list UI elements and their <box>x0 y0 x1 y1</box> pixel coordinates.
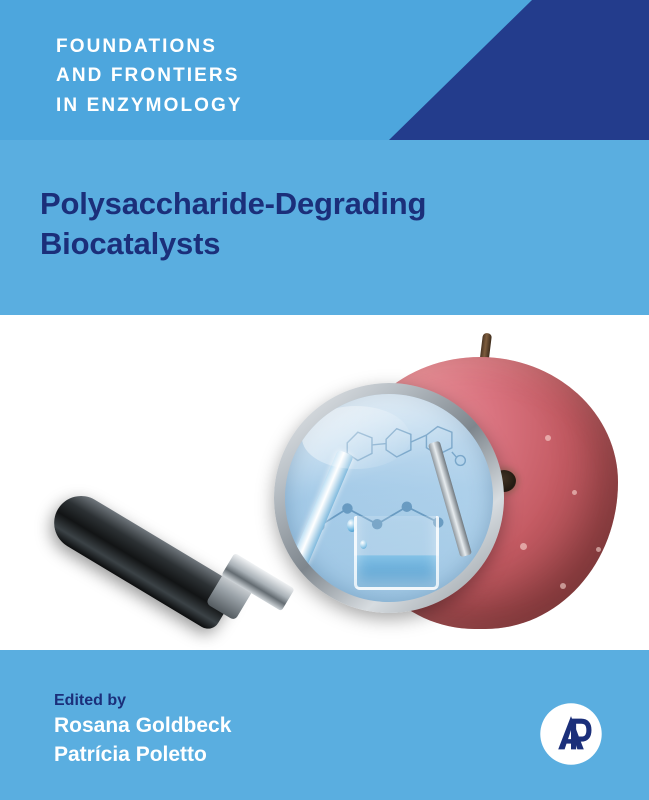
beaker-icon <box>354 516 439 590</box>
series-title-line-2: AND FRONTIERS <box>56 65 240 87</box>
apple-speck <box>572 490 577 495</box>
series-band <box>0 0 649 140</box>
apple-speck <box>560 583 566 589</box>
series-title-line-3: IN ENZYMOLOGY <box>56 94 243 116</box>
apple-speck <box>520 543 527 550</box>
editor-list <box>54 712 231 770</box>
editor-name: Rosana Goldbeck <box>54 714 232 737</box>
magnifier-lens <box>285 394 493 602</box>
apple-speck <box>545 435 551 441</box>
credits-band <box>0 650 649 800</box>
chemical-formula-icon <box>331 411 477 482</box>
cover-artwork <box>0 315 649 650</box>
magnifier-handle <box>44 486 240 633</box>
series-title <box>56 32 386 120</box>
editor-name: Patrícia Poletto <box>54 742 207 766</box>
academic-press-logo <box>539 702 603 766</box>
book-title-line-1: Polysaccharide-Degrading <box>40 186 427 221</box>
series-band-accent-shape <box>389 0 649 140</box>
title-band <box>0 140 649 315</box>
apple-speck <box>596 547 601 552</box>
book-title <box>40 184 620 263</box>
series-title-line-1: FOUNDATIONS <box>56 36 218 57</box>
edited-by-label: Edited by <box>54 692 127 709</box>
book-title-line-2: Biocatalysts <box>40 225 221 261</box>
magnifying-glass-illustration <box>274 383 504 613</box>
